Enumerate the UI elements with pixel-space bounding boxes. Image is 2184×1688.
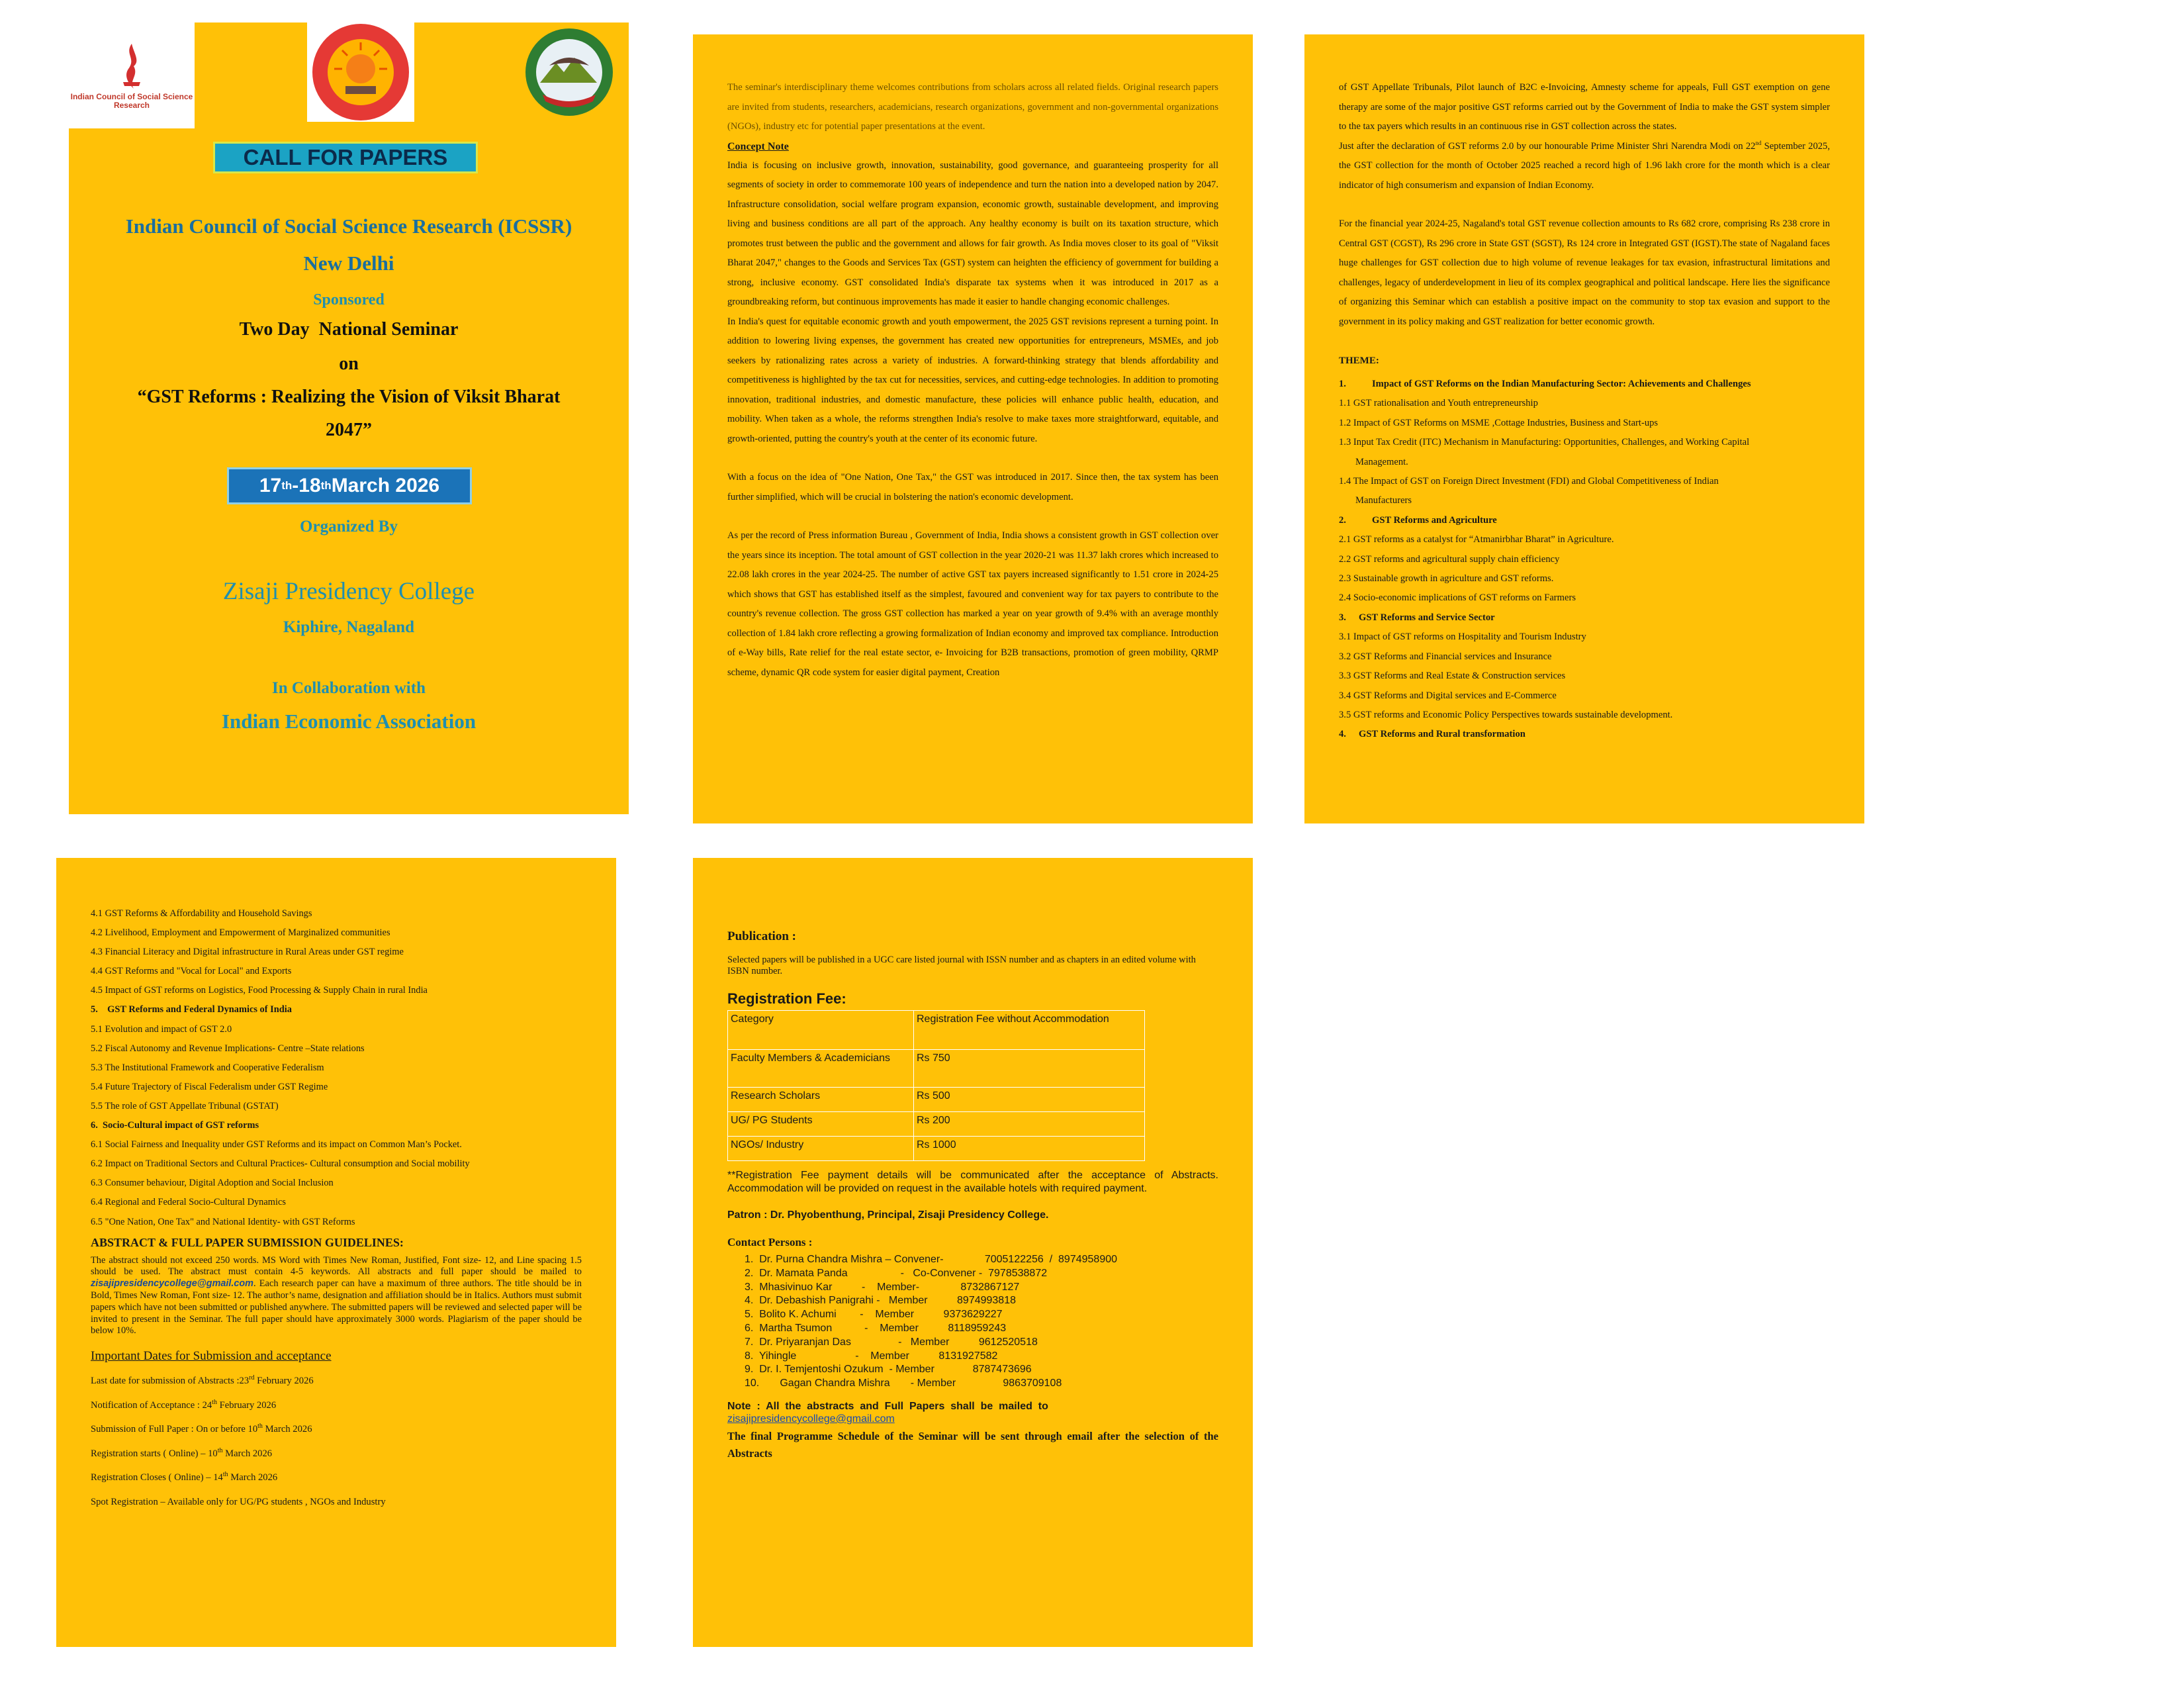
list-item: Manufacturers [1355,495,1412,506]
sponsored-label: Sponsored [313,291,385,308]
list-item: Management. [1355,456,1408,467]
table-row [728,1112,1145,1137]
list-item: 4.2 Livelihood, Employment and Empowerment of Marginalized communities [91,927,390,939]
icssr-logo-text: Indian Council of Social Science Research [70,92,193,110]
list-item: Registration Closes ( Online) – 14th March 2026 [91,1471,278,1483]
college-place: Kiphire, Nagaland [283,618,415,636]
list-item: 4.3 Financial Literacy and Digital infrastructure in Rural Areas under GST regime [91,947,404,958]
council-name: Indian Council of Social Science Research (ICSSR) [125,214,572,238]
list-item: Spot Registration – Available only for UG/PG students , NGOs and Industry [91,1496,386,1507]
submission-note: Note : All the abstracts and Full Papers shall be mailed to zisajipresidencycollege@gmail.com [727,1400,1218,1425]
iea-seal-icon [311,23,410,122]
table-header-cell: Category [728,1011,914,1050]
concept-paragraph-3: With a focus on the idea of "One Nation, One Tax," the GST was introduced in 2017. Since then, the tax system has been further simplified, which will be crucial in bolstering the nation's economic development. [727,472,1218,502]
table-cell: Rs 500 [914,1088,1145,1112]
theme-3-heading: 3. GST Reforms and Service Sector [1339,612,1495,623]
list-item: 6.3 Consumer behaviour, Digital Adoption and Social Inclusion [91,1178,334,1189]
list-item: 6.5 "One Nation, One Tax" and National Identity- with GST Reforms [91,1216,355,1227]
list-item: 8. Yihingle - Member 8131927582 [745,1350,998,1362]
seminar-label: Two Day National Seminar [239,319,459,340]
table-cell: Faculty Members & Academicians [728,1050,914,1088]
concept-paragraph-4: As per the record of Press information Bureau , Government of India, India shows a consistent growth in GST collection over the years since its inception. The total amount of GST collection in the year 2020-21 was 11.37 lakh crores which increased to 22.08 lakh crores in the year 2024-25. The number of active GST tax payers increased significantly to 1.51 crore in 2024-25 which shows that GST has established itself as the simplest, favoured and convenient way for tax payers to contribute to the country's revenue collection. The gross GST collection has marked a year on year growth of 9.4% with an average monthly collection of 1.84 lakh crore reflecting a growing formalization of Indian economy and improved tax compliance. Introduction of e-Way bills, Rate relief for the real estate sector, e- Invoicing for B2B transactions, promotion of green mobility, QRMP scheme, dynamic QR code system for easier digital payment, Creation [727,530,1218,678]
intro-paragraph: The seminar's interdisciplinary theme welcomes contributions from scholars across all related fields. Original research papers are invited from students, researchers, academicians, research organizations, government and non-governmental organizations (NGOs), industry etc for potential paper presentations at the event. [727,82,1218,132]
list-item: 5.1 Evolution and impact of GST 2.0 [91,1023,232,1035]
registration-fee-table [727,1010,1145,1161]
list-item: 4.1 GST Reforms & Affordability and Household Savings [91,908,312,919]
important-dates-heading: Important Dates for Submission and acceptance [91,1349,332,1364]
concept-note-page [693,34,1253,823]
theme-list [1339,375,1830,745]
list-item: 1.4 The Impact of GST on Foreign Direct Investment (FDI) and Global Competitiveness of Indian [1339,476,1719,487]
list-item: 1.2 Impact of GST Reforms on MSME ,Cottage Industries, Business and Start-ups [1339,417,1659,428]
theme-list-continued [91,904,582,1232]
nagaland-paragraph: For the financial year 2024-25, Nagaland's total GST revenue collection amounts to Rs 682 crore, comprising Rs 238 crore in Central GST (CGST), Rs 296 crore in State GST (SGST), Rs 124 crore in Integrated GST (IGST).The state of Nagaland faces huge challenges for GST collection due to high volume of revenue leakages for tax evasion, infrastructural limitations and challenges, legacy of underdevelopment in lieu of its complex geographical and political landscape. Here lies the significance of organizing this Seminar which can establish a positive impact on the community to stop tax evasion and support to the government in its policy making and GST realization for better economic growth. [1339,218,1830,327]
list-item: 3.5 GST reforms and Economic Policy Perspectives towards sustainable development. [1339,709,1673,720]
gst-collection-paragraph: Just after the declaration of GST reforms 2.0 by our honourable Prime Minister Shri Narendra Modi on 22nd September 2025, the GST collection for the month of October 2025 reached a record high of 1.96 lakh crore for the month which is a clear indicator of high consumerism and expansion of Indian Economy. [1339,139,1830,191]
list-item: Notification of Acceptance : 24th February 2026 [91,1398,277,1411]
list-item: 10. Gagan Chandra Mishra - Member 9863709108 [745,1378,1062,1389]
reforms-paragraph: of GST Appellate Tribunals, Pilot launch of B2C e-Invoicing, Amnesty scheme for appeals, Full GST exemption on gene therapy are some of the major positive GST reforms carried out by the Government of India to make the GST system simpler to the tax payers which results in an continuous rise in GST collection across the states. [1339,82,1830,132]
registration-fee-heading: Registration Fee: [727,990,846,1007]
list-item: 2.3 Sustainable growth in agriculture and GST reforms. [1339,573,1554,585]
list-item: 2.1 GST reforms as a catalyst for “Atmanirbhar Bharat” in Agriculture. [1339,534,1614,545]
guidelines-page [56,858,616,1647]
table-row [728,1088,1145,1112]
icssr-logo [69,23,195,128]
collaboration-label: In Collaboration with [272,679,426,697]
list-item: 4.5 Impact of GST reforms on Logistics, Food Processing & Supply Chain in rural India [91,985,428,996]
table-header-cell: Registration Fee without Accommodation [914,1011,1145,1050]
list-item: 7. Dr. Priyaranjan Das - Member 9612520518 [745,1336,1038,1348]
list-item: 3.2 GST Reforms and Financial services and Insurance [1339,651,1552,662]
list-item: 6.4 Regional and Federal Socio-Cultural Dynamics [91,1197,286,1208]
list-item: 3. Mhasivinuo Kar - Member- 8732867127 [745,1281,1020,1293]
important-dates-list [91,1369,582,1514]
list-item: Last date for submission of Abstracts :23rd February 2026 [91,1374,314,1387]
registration-page [693,858,1253,1647]
association-name: Indian Economic Association [221,710,477,733]
seminar-title-line2: 2047” [326,420,372,440]
call-for-papers-banner: CALL FOR PAPERS [213,142,478,173]
theme-4-heading: 4. GST Reforms and Rural transformation [1339,729,1525,740]
list-item: 6. Martha Tsumon - Member 8118959243 [745,1322,1007,1334]
fee-note: **Registration Fee payment details will be communicated after the acceptance of Abstracts. Accommodation will be provided on request in the available hotels with required payment. [727,1170,1218,1194]
table-cell: UG/ PG Students [728,1112,914,1137]
list-item: 5. Bolito K. Achumi - Member 9373629227 [745,1309,1003,1321]
publication-heading: Publication : [727,929,796,943]
list-item: 1.3 Input Tax Credit (ITC) Mechanism in Manufacturing: Opportunities, Challenges, and Working Capital [1339,437,1750,448]
list-item: 3.3 GST Reforms and Real Estate & Construction services [1339,671,1566,682]
seminar-title-line1: “GST Reforms : Realizing the Vision of Viksit Bharat [137,387,561,407]
theme-page [1304,34,1864,823]
list-item: 4.4 GST Reforms and "Vocal for Local" and Exports [91,966,292,977]
list-item: 2. Dr. Mamata Panda - Co-Convener - 7978538872 [745,1267,1048,1279]
theme-2-heading: 2. GST Reforms and Agriculture [1339,514,1497,526]
list-item: 6.2 Impact on Traditional Sectors and Cultural Practices- Cultural consumption and Social mobility [91,1158,470,1170]
list-item: 5.5 The role of GST Appellate Tribunal (GSTAT) [91,1100,279,1111]
theme-1-heading: 1. Impact of GST Reforms on the Indian Manufacturing Sector: Achievements and Challenges [1339,379,1751,389]
list-item: 2.2 GST reforms and agricultural supply chain efficiency [1339,553,1560,565]
table-cell: Rs 1000 [914,1137,1145,1161]
flyer-cover-page [69,23,629,814]
list-item: 5.3 The Institutional Framework and Cooperative Federalism [91,1062,324,1073]
contact-persons-list [727,1253,1218,1391]
table-row [728,1137,1145,1161]
college-seal-icon [523,26,615,118]
email-link[interactable]: zisajipresidencycollege@gmail.com [727,1413,895,1425]
college-logo [510,23,629,122]
on-label: on [339,353,359,374]
contact-persons-heading: Contact Persons : [727,1236,813,1248]
list-item: Registration starts ( Online) – 10th March 2026 [91,1446,273,1459]
college-name: Zisaji Presidency College [222,578,475,605]
list-item: 5.4 Future Trajectory of Fiscal Federalism under GST Regime [91,1081,328,1092]
list-item: Submission of Full Paper : On or before 10th March 2026 [91,1423,312,1435]
email-link[interactable]: zisajipresidencycollege@gmail.com [91,1278,253,1289]
table-cell: Research Scholars [728,1088,914,1112]
list-item: 6.1 Social Fairness and Inequality under GST Reforms and its impact on Common Man’s Pocket. [91,1139,462,1150]
list-item: 9. Dr. I. Temjentoshi Ozukum - Member 8787473696 [745,1364,1032,1376]
theme-5-heading: 5. GST Reforms and Federal Dynamics of India [91,1004,292,1015]
table-row [728,1050,1145,1088]
list-item: 1.1 GST rationalisation and Youth entrepreneurship [1339,398,1538,409]
publication-text: Selected papers will be published in a UGC care listed journal with ISSN number and as chapters in an edited volume with ISBN number. [727,955,1196,976]
programme-schedule-note: The final Programme Schedule of the Seminar will be sent through email after the selection of the Abstracts [727,1429,1218,1460]
concept-paragraph-1: India is focusing on inclusive growth, innovation, sustainability, good governance, and guaranteeing prosperity for all segments of society in order to commemorate 100 years of independence and turn the nation into a developed nation by 2047. Infrastructure consolidation, social welfare program expansion, economic growth, sustainable development, and improving living and business conditions are all part of the approach. Any healthy economy is built on its taxation structure, which promotes trust between the public and the government and allows for fair growth. As India moves closer to its goal of "Viksit Bharat 2047," changes to the Goods and Services Tax (GST) system can heighten the efficiency of government for building a strong, inclusive economy. GST consolidated India's disparate tax systems when it was introduced in 2017 as a groundbreaking reform, but continuous improvements has made it easier to handle changing economic challenges. [727,160,1218,307]
council-city: New Delhi [303,252,394,275]
guidelines-heading: ABSTRACT & FULL PAPER SUBMISSION GUIDELINES: [91,1235,404,1249]
patron-line: Patron : Dr. Phyobenthung, Principal, Zisaji Presidency College. [727,1209,1049,1221]
concept-note-heading: Concept Note [727,140,789,152]
table-cell: Rs 750 [914,1050,1145,1088]
list-item: 2.4 Socio-economic implications of GST reforms on Farmers [1339,592,1576,604]
list-item: 3.1 Impact of GST reforms on Hospitality and Tourism Industry [1339,632,1586,643]
table-cell: NGOs/ Industry [728,1137,914,1161]
theme-6-heading: 6. Socio-Cultural impact of GST reforms [91,1120,259,1131]
iea-logo [307,23,414,122]
table-cell: Rs 200 [914,1112,1145,1137]
list-item: 3.4 GST Reforms and Digital services and E-Commerce [1339,690,1557,701]
table-header-row [728,1011,1145,1050]
guidelines-text: The abstract should not exceed 250 words. MS Word with Times New Roman, Justified, Font size- 12, and Line spacing 1.5 should be used. The abstract must contain 4-5 keywords. All abstracts and full paper should be mailed to zisajipresidencycollege@gmail.com. Each research paper can have a maximum of three authors. The title should be in Bold, Times New Roman, Font size- 12. The author’s name, designation and affiliation should be in Italics. Authors must submit papers which have not been submitted or published anywhere. The submitted papers will be reviewed and selected paper will be invited to present in the Seminar. The full paper should have approximately 3000 words. Plagiarism of the paper should be below 10%. [91,1254,582,1336]
organized-by-label: Organized By [300,518,398,536]
flame-icon [116,41,147,93]
theme-heading: THEME: [1339,355,1379,366]
list-item: 4. Dr. Debashish Panigrahi - Member 8974993818 [745,1295,1016,1307]
list-item: 1. Dr. Purna Chandra Mishra – Convener- 7005122256 / 8974958900 [745,1254,1118,1265]
seminar-date-badge: 17 th -18 th March 2026 [227,467,472,504]
list-item: 5.2 Fiscal Autonomy and Revenue Implications- Centre –State relations [91,1043,365,1054]
concept-paragraph-2: In India's quest for equitable economic growth and youth empowerment, the 2025 GST revisions represent a turning point. In addition to lowering living expenses, the government has created new opportunities for entrepreneurs, MSMEs, and job seekers by rationalizing rates across a variety of industries. A forward-thinking strategy that blends affordability and competitiveness is highlighted by the tax cut for necessities, services, and cutting-edge technologies. In addition to promoting innovation, traditional industries, and domestic manufacture, these policies will enhance public health, education, and mobility. When taken as a whole, the reforms strengthen India's resolve to make taxes more straightforward, equitable, and growth-oriented, putting the country's youth at the center of its economic future. [727,316,1218,444]
